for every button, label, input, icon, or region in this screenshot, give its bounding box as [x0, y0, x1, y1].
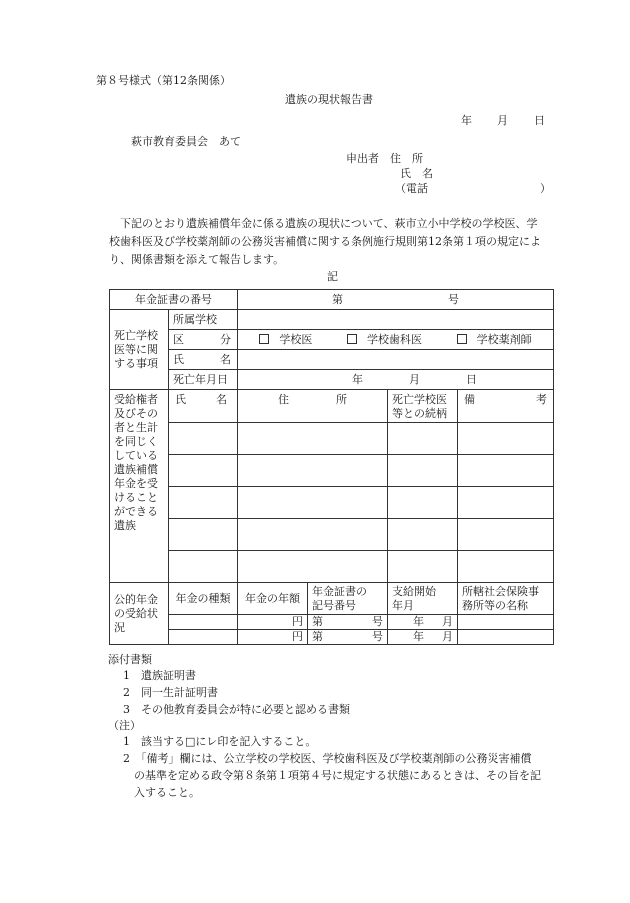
attachment-item: 3 その他教育委員会が特に必要と認める書類 — [123, 703, 350, 716]
pension-cert-cell[interactable]: 第 号 — [308, 615, 388, 630]
death-date-label: 死亡年月日 — [169, 370, 238, 390]
recipient-relation-cell[interactable] — [388, 519, 458, 551]
public-pension-row — [110, 615, 554, 630]
pension-start-cell[interactable]: 年 月 — [388, 630, 458, 645]
pension-amount-cell[interactable]: 円 — [238, 630, 308, 645]
form-number: 第８号様式（第12条関係） — [96, 74, 231, 87]
recipient-remarks-cell[interactable] — [458, 487, 554, 519]
date-month-label: 月 — [497, 114, 508, 127]
pub-header-cert: 年金証書の 記号番号 — [308, 583, 388, 615]
pension-office-cell[interactable] — [458, 615, 554, 630]
applicant-phone-open: （電話 — [395, 182, 428, 195]
death-date-value[interactable]: 年 月 日 — [238, 370, 554, 390]
death-date-row — [110, 370, 554, 390]
recipient-row — [110, 519, 554, 551]
attachment-item: 2 同一生計証明書 — [123, 686, 218, 699]
recip-header-relation: 死亡学校医 等との続柄 — [388, 390, 458, 423]
report-table — [109, 289, 554, 645]
pub-header-amount: 年金の年額 — [238, 583, 308, 615]
body-line: 校歯科医及び学校薬剤師の公務災害補償に関する条例施行規則第12条第１項の規定によ — [109, 235, 541, 248]
category-option-doctor[interactable]: 学校医 — [259, 333, 312, 347]
recipient-relation-cell[interactable] — [388, 455, 458, 487]
pension-cert-cell[interactable]: 第 号 — [308, 630, 388, 645]
recipient-row — [110, 487, 554, 519]
note-item: 1 該当する□にレ印を記入すること。 — [123, 735, 317, 748]
recipient-remarks-cell[interactable] — [458, 455, 554, 487]
recipient-name-cell[interactable] — [169, 551, 238, 583]
document-title: 遺族の現状報告書 — [285, 93, 373, 106]
note-item: 2 「備考」欄には、公立学校の学校医、学校歯科医及び学校薬剤師の公務災害補償 — [123, 752, 532, 765]
recipient-row — [110, 423, 554, 455]
recipient-address-cell[interactable] — [238, 455, 388, 487]
deceased-name-label: 氏 名 — [169, 350, 238, 370]
category-options — [238, 330, 554, 350]
category-option-pharmacist[interactable]: 学校薬剤師 — [457, 333, 532, 347]
public-pension-header-row — [110, 583, 554, 615]
deceased-school-row — [110, 310, 554, 330]
body-line: り、関係書類を添えて報告します。 — [109, 253, 285, 266]
pension-cert-value[interactable] — [238, 290, 554, 310]
category-option-dentist[interactable]: 学校歯科医 — [347, 333, 422, 347]
recipients-header-row — [110, 390, 554, 423]
category-label: 区 分 — [169, 330, 238, 350]
deceased-name-value[interactable] — [238, 350, 554, 370]
pension-type-cell[interactable] — [169, 615, 238, 630]
recipient-remarks-cell[interactable] — [458, 423, 554, 455]
public-pension-row — [110, 630, 554, 645]
pension-type-cell[interactable] — [169, 630, 238, 645]
public-group-label: 公的年金 の受給状 況 — [110, 583, 169, 645]
applicant-phone-close: ） — [540, 182, 551, 195]
recipient-row — [110, 455, 554, 487]
recipient-relation-cell[interactable] — [388, 423, 458, 455]
recip-header-address: 住 所 — [238, 390, 388, 423]
checkbox-icon — [457, 334, 467, 344]
applicant-label: 申出者 — [346, 152, 379, 165]
go-label: 号 — [448, 292, 459, 306]
attachments-heading: 添付書類 — [108, 653, 152, 666]
recipient-name-cell[interactable] — [169, 487, 238, 519]
date-day-label: 日 — [534, 114, 545, 127]
recipient-remarks-cell[interactable] — [458, 551, 554, 583]
applicant-name-label: 氏 名 — [400, 167, 433, 180]
recipient-row — [110, 551, 554, 583]
note-line: 入すること。 — [134, 786, 200, 799]
recipient-address-cell[interactable] — [238, 519, 388, 551]
notes-heading: （注） — [108, 719, 141, 732]
date-year-label: 年 — [461, 114, 472, 127]
pub-header-type: 年金の種類 — [169, 583, 238, 615]
recipient-relation-cell[interactable] — [388, 487, 458, 519]
recipient-remarks-cell[interactable] — [458, 519, 554, 551]
pension-start-cell[interactable]: 年 月 — [388, 615, 458, 630]
pension-cert-row — [110, 290, 554, 310]
pension-cert-label: 年金証書の番号 — [110, 290, 238, 310]
recipient-name-cell[interactable] — [169, 423, 238, 455]
deceased-group-label: 死亡学校 医等に関 する事項 — [110, 310, 169, 390]
recipients-group-label: 受給権者 及びその 者と生計 を同じく している 遺族補償 年金を受 けること ができる 遺族 — [110, 390, 169, 583]
attachment-item: 1 遺族証明書 — [123, 669, 196, 682]
checkbox-icon — [347, 334, 357, 344]
pension-amount-cell[interactable]: 円 — [238, 615, 308, 630]
recipient-address-cell[interactable] — [238, 487, 388, 519]
recipient-relation-cell[interactable] — [388, 551, 458, 583]
body-paragraph — [109, 215, 549, 269]
deceased-name-row — [110, 350, 554, 370]
recipient-address-cell[interactable] — [238, 423, 388, 455]
recipient-address-cell[interactable] — [238, 551, 388, 583]
deceased-category-row — [110, 330, 554, 350]
recip-header-remarks: 備 考 — [458, 390, 554, 423]
recipient-name-cell[interactable] — [169, 519, 238, 551]
applicant-address-label: 住 所 — [390, 152, 423, 165]
recip-header-name: 氏 名 — [169, 390, 238, 423]
addressee: 萩市教育委員会 あて — [131, 135, 241, 148]
school-label: 所属学校 — [169, 310, 238, 330]
pension-office-cell[interactable] — [458, 630, 554, 645]
body-line: 下記のとおり遺族補償年金に係る遺族の現状について、萩市立小中学校の学校医、学 — [109, 217, 538, 230]
pub-header-office: 所轄社会保険事 務所等の名称 — [458, 583, 554, 615]
pub-header-start: 支給開始 年月 — [388, 583, 458, 615]
note-line: の基準を定める政令第８条第１項第４号に規定する状態にあるときは、その旨を記 — [134, 769, 541, 782]
dai-label: 第 — [332, 292, 343, 306]
school-value[interactable] — [238, 310, 554, 330]
ki-heading: 記 — [327, 270, 338, 283]
recipient-name-cell[interactable] — [169, 455, 238, 487]
checkbox-icon — [259, 334, 269, 344]
